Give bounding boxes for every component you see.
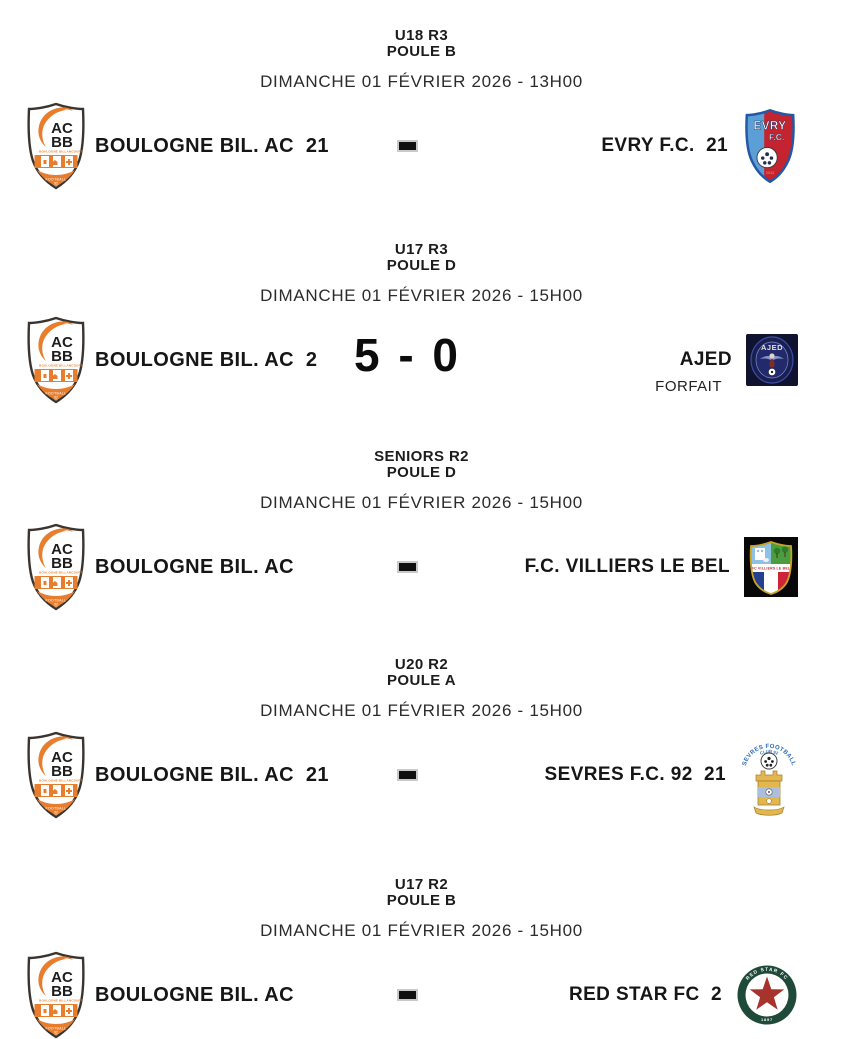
poule-label: POULE B (386, 43, 457, 60)
home-team-name: BOULOGNE BIL. AC (95, 983, 294, 1006)
match-block (0, 657, 843, 873)
match-block (0, 449, 843, 665)
red-star-fc-crest-icon (736, 964, 798, 1026)
match-date: DIMANCHE 01 FÉVRIER 2026 - 15H00 (260, 921, 583, 940)
home-team-name: BOULOGNE BIL. AC 21 (95, 134, 329, 157)
away-team (601, 102, 798, 190)
match-block (0, 877, 843, 1024)
away-team-name: RED STAR FC 2 (568, 984, 722, 1005)
evry-fc-crest-icon (742, 107, 798, 185)
sevres-fc-92-crest-icon (740, 731, 798, 819)
match-date: DIMANCHE 01 FÉVRIER 2026 - 15H00 (260, 493, 583, 512)
competition-title: U17 R3 (394, 241, 449, 258)
home-team-name: BOULOGNE BIL. AC (95, 555, 294, 578)
away-team (569, 951, 798, 1039)
poule-label: POULE D (386, 257, 457, 274)
match-block (0, 242, 843, 458)
score-placeholder-dash (397, 989, 418, 1001)
home-team-name: BOULOGNE BIL. AC 2 (95, 348, 318, 371)
ajed-crest-icon (746, 334, 798, 386)
competition-title: SENIORS R2 (374, 448, 469, 465)
poule-label: POULE D (386, 464, 457, 481)
away-team-name: EVRY F.C. 21 (601, 135, 728, 156)
away-team (525, 523, 798, 611)
forfeit-note: FORFAIT (655, 378, 722, 395)
competition-title: U17 R2 (394, 876, 449, 893)
match-date: DIMANCHE 01 FÉVRIER 2026 - 15H00 (260, 286, 583, 305)
poule-label: POULE B (386, 892, 457, 909)
home-team-name: BOULOGNE BIL. AC 21 (95, 763, 329, 786)
away-team (545, 731, 798, 819)
villiers-le-bel-crest-icon (744, 537, 798, 597)
score-placeholder-dash (397, 769, 418, 781)
away-team-name: F.C. VILLIERS LE BEL (524, 556, 730, 577)
poule-label: POULE A (387, 672, 456, 689)
match-date: DIMANCHE 01 FÉVRIER 2026 - 13H00 (260, 72, 583, 91)
away-team-name: SEVRES F.C. 92 21 (544, 764, 726, 785)
score-placeholder-dash (397, 140, 418, 152)
score-placeholder-dash (397, 561, 418, 573)
away-team-name: AJED (679, 349, 732, 370)
competition-title: U18 R3 (394, 27, 449, 44)
match-date: DIMANCHE 01 FÉVRIER 2026 - 15H00 (260, 701, 583, 720)
competition-title: U20 R2 (394, 656, 449, 673)
score-text: 5 - 0 (353, 329, 462, 381)
match-block (0, 28, 843, 244)
